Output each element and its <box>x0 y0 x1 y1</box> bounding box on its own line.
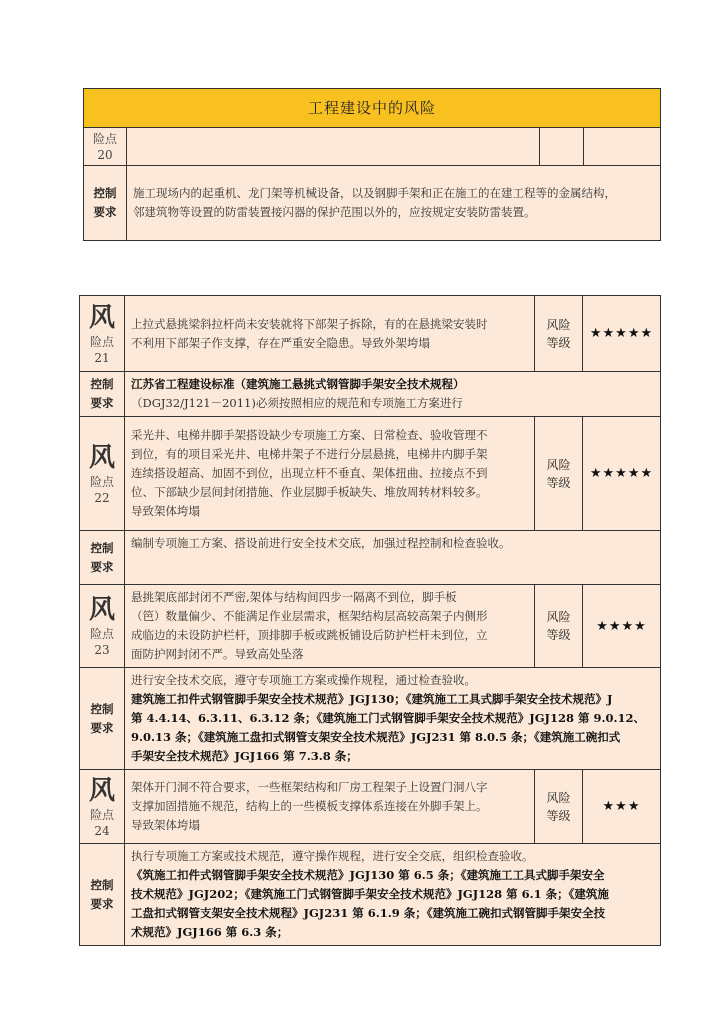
control-requirement-text: 执行专项施工方案或技术规范，遵守操作规程，进行安全交底，组织检查验收。 《筑施工扣件式钢管脚手架安全技术规范》JGJ130 第 6.5 条；《建筑施工工具式脚手架安全 技术规范》JGJ202；《建筑施工门式钢管脚手架安全技术规范》JGJ128 第 6.1 条；《建筑施 工盘扣式钢管支架安全技术规程》JGJ231 第 6.1.9 条；《建筑施工碗扣式钢管脚手架安全技 术规范》JGJ166 第 6.3 条； <box>125 844 661 946</box>
risk-feng-char: 风 <box>88 302 115 333</box>
risk-point-number: 24 <box>94 823 110 838</box>
risk-point-cell <box>80 770 125 844</box>
risk-level-label: 风险 等级 <box>535 770 583 844</box>
control-requirement-text: 江苏省工程建设标准（建筑施工悬挑式钢管脚手架安全技术规程） （DGJ32/J121－2011)必须按照相应的规范和专项施工方案进行 <box>125 372 661 417</box>
risk-stars: ★★★★★ <box>583 417 661 531</box>
risk-table-main <box>79 295 661 946</box>
risk-description-cell <box>127 128 540 166</box>
risk-point-cell <box>80 417 125 531</box>
risk-level-label: 风险 等级 <box>535 417 583 531</box>
risk-description: 悬挑架底部封闭不严密,架体与结构间四步一隔离不到位，脚手板 （笆）数量偏少、不能满足作业层需求，框架结构层高较高架子内侧形 成临边的未设防护栏杆，顶排脚手板或跳板铺设后防护栏杆未到位，立 面防护网封闭不严。导致高处坠落 <box>125 585 535 668</box>
risk-point-label: 险点 <box>89 627 114 641</box>
risk-table-top <box>83 88 661 241</box>
control-label-cell: 控制 要求 <box>80 668 125 770</box>
risk-point-label: 险点 <box>89 474 114 489</box>
risk-level-cell <box>540 128 584 166</box>
risk-point-cell <box>80 585 125 668</box>
control-label-cell: 控制 要求 <box>80 372 125 417</box>
risk-point-label: 险点 <box>89 334 114 349</box>
risk-description: 采光井、电梯井脚手架搭设缺少专项施工方案、日常检查、验收管理不 到位，有的项目采光井、电梯井架子不进行分层悬挑，电梯井内脚手架 连续搭设超高、加固不到位，出现立杆不垂直、架体扭曲、拉接点不到 位、下部缺少层间封闭措施、作业层脚手板缺失、堆放周转材料较多。 导致架体垮塌 <box>125 417 535 531</box>
risk-point-number: 22 <box>94 490 110 505</box>
risk-level-label: 风险 等级 <box>535 585 583 668</box>
risk-point-cell <box>84 128 127 166</box>
risk-description: 架体开门洞不符合要求，一些框架结构和厂房工程架子上设置门洞八字 支撑加固措施不规范，结构上的一些模板支撑体系连接在外脚手架上。 导致架体垮塌 <box>125 770 535 844</box>
risk-feng-char: 风 <box>88 442 115 473</box>
control-requirement-text: 编制专项施工方案、搭设前进行安全技术交底，加强过程控制和检查验收。 <box>125 531 661 585</box>
risk-point-number: 23 <box>94 643 110 657</box>
risk-point-label: 险点 <box>92 131 117 146</box>
risk-level-label: 风险 等级 <box>535 296 583 372</box>
risk-feng-char: 风 <box>88 595 115 625</box>
risk-description: 上拉式悬挑梁斜拉杆尚未安装就将下部架子拆除，有的在悬挑梁安装时 不利用下部架子作支撑，存在严重安全隐患。导致外架垮塌 <box>125 296 535 372</box>
risk-point-cell <box>80 296 125 372</box>
risk-feng-char: 风 <box>88 775 115 806</box>
control-label-cell: 控制 要求 <box>80 531 125 585</box>
control-label-cell: 控制 要求 <box>84 166 127 241</box>
risk-stars: ★★★★★ <box>583 296 661 372</box>
risk-stars: ★★★ <box>583 770 661 844</box>
risk-point-number: 20 <box>97 147 113 162</box>
control-requirement-text: 进行安全技术交底，遵守专项施工方案或操作规程，通过检查验收。 建筑施工扣件式钢管脚手架安全技术规范》JGJ130；《建筑施工工具式脚手架安全技术规范》J 第 4.4.14、6.3.11、6.3.12 条；《建筑施工门式钢管脚手架安全技术规范》JGJ128 第 9.0.12、 9.0.13 条；《建筑施工盘扣式钢管支架安全技术规范》JGJ231 第 8.0.5 条；《建筑施工碗扣式 手架安全技术规范》JGJ166 第 7.3.8 条； <box>125 668 661 770</box>
risk-stars: ★★★★ <box>583 585 661 668</box>
control-requirement-text: 施工现场内的起重机、龙门架等机械设备，以及钢脚手架和正在施工的在建工程等的金属结构， 邻建筑物等设置的防雷装置接闪器的保护范围以外的，应按规定安装防雷装置。 <box>127 166 661 241</box>
control-label-cell: 控制 要求 <box>80 844 125 946</box>
risk-point-label: 险点 <box>89 807 114 822</box>
risk-point-number: 21 <box>94 350 110 365</box>
risk-stars-cell <box>584 128 661 166</box>
table-title: 工程建设中的风险 <box>84 89 661 128</box>
